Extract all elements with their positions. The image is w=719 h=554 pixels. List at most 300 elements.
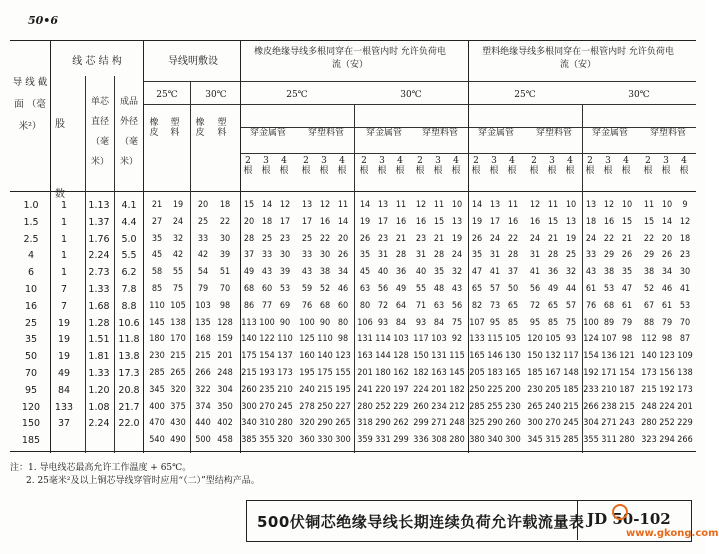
cell-current: 10 (565, 200, 577, 210)
cell-current: 33 (261, 250, 273, 261)
count-header: 2 根 (359, 156, 369, 176)
cell-current: 13 (377, 200, 389, 210)
cell-current: 93 (565, 334, 577, 345)
cell-current: 46 (337, 284, 349, 294)
count-header: 3 根 (603, 156, 613, 176)
cell-strands: 133 (54, 401, 74, 413)
watermark (626, 528, 719, 540)
count-header: 4 根 (621, 156, 631, 176)
count-header: 4 根 (507, 156, 517, 176)
cell-current: 280 (449, 435, 465, 446)
cell-current: 39 (279, 267, 291, 278)
notes (10, 462, 260, 488)
cell-current: 49 (395, 284, 407, 294)
cell-current: 250 (469, 384, 485, 395)
cell-current: 25 (565, 250, 577, 261)
cell-current: 113 (241, 317, 257, 328)
note-1: 注：1. 导电线芯最高允许工作温度 + 65℃。 (10, 463, 192, 473)
cell-current: 85 (547, 317, 559, 328)
cell-current: 60 (261, 284, 273, 294)
cell-current: 53 (279, 284, 291, 294)
cell-current: 10 (451, 200, 463, 210)
cell-bare: 345 (149, 384, 165, 395)
count-header: 4 根 (565, 156, 575, 176)
cell-current: 175 (317, 368, 333, 378)
cell-current: 300 (241, 401, 257, 412)
cell-current: 63 (433, 300, 445, 311)
cell-current: 124 (583, 334, 599, 345)
cell-current: 16 (507, 216, 519, 227)
cell-current: 154 (583, 351, 599, 362)
cell-current: 103 (431, 334, 447, 345)
count-header: 4 根 (279, 156, 289, 176)
plastic-30-steel: 穿金属管 (591, 128, 628, 138)
cell-dia: 1.33 (88, 284, 110, 295)
cell-section: 6 (27, 267, 35, 279)
cell-current: 136 (601, 351, 617, 362)
rubber-25c: 25℃ (286, 90, 308, 100)
cell-current: 201 (357, 368, 373, 378)
cell-current: 285 (563, 435, 579, 446)
cell-current: 171 (601, 368, 617, 378)
cell-current: 280 (357, 401, 373, 412)
cell-current: 215 (619, 401, 635, 412)
cell-current: 193 (259, 368, 275, 378)
cell-current: 192 (659, 384, 675, 395)
cell-section: 2.5 (23, 233, 39, 245)
cell-od: 4.4 (121, 216, 137, 228)
count-header: 2 根 (471, 156, 481, 176)
cell-current: 185 (563, 384, 579, 395)
cell-current: 26 (471, 233, 483, 244)
cell-current: 24 (489, 233, 501, 244)
watermark-logo-icon (612, 504, 628, 520)
cell-current: 84 (433, 317, 445, 328)
cell-current: 138 (677, 368, 693, 378)
cell-dia: 1.76 (88, 233, 110, 245)
cell-strands: 1 (60, 250, 68, 262)
cell-current: 31 (489, 250, 501, 261)
cell-current: 271 (601, 418, 617, 429)
cell-current: 252 (659, 418, 675, 429)
cell-current: 50 (507, 284, 519, 294)
cell-current: 19 (451, 233, 463, 244)
cell-current: 84 (395, 317, 407, 328)
cell-current: 12 (529, 200, 541, 210)
cell-current: 43 (301, 267, 313, 278)
cell-bare: 18 (219, 200, 231, 210)
cell-current: 271 (431, 418, 447, 429)
cell-current: 130 (505, 351, 521, 362)
cell-current: 155 (335, 368, 351, 378)
cell-current: 173 (641, 368, 657, 378)
cell-bare: 79 (197, 284, 209, 294)
cell-bare: 20 (197, 200, 209, 210)
cell-current: 331 (375, 435, 391, 446)
cell-current: 49 (243, 267, 255, 278)
cell-current: 16 (395, 216, 407, 227)
cell-current: 245 (277, 401, 293, 412)
cell-strands: 19 (57, 351, 71, 363)
cell-current: 270 (259, 401, 275, 412)
cell-bare: 470 (149, 418, 165, 429)
cell-current: 175 (241, 351, 257, 362)
count-header: 4 根 (337, 156, 347, 176)
cell-current: 43 (585, 267, 597, 278)
cell-current: 210 (601, 384, 617, 395)
cell-bare: 55 (172, 267, 184, 278)
cell-current: 182 (449, 384, 465, 395)
cell-current: 43 (261, 267, 273, 278)
cell-current: 65 (507, 300, 519, 311)
cell-current: 270 (545, 418, 561, 429)
cell-current: 144 (375, 351, 391, 362)
cell-current: 340 (487, 435, 503, 446)
cell-section: 35 (24, 334, 38, 346)
cell-current: 17 (301, 216, 313, 227)
cell-current: 173 (277, 368, 293, 378)
cell-current: 385 (241, 435, 257, 446)
cell-current: 215 (641, 384, 657, 395)
cell-current: 21 (433, 233, 445, 244)
cell-current: 75 (565, 317, 577, 328)
cell-current: 98 (621, 334, 633, 345)
bare-30-plastic: 塑 料 (217, 118, 227, 138)
cell-current: 19 (471, 216, 483, 227)
cell-current: 21 (547, 233, 559, 244)
count-header: 3 根 (319, 156, 329, 176)
cell-current: 14 (261, 200, 273, 210)
cell-current: 201 (431, 384, 447, 395)
cell-current: 266 (583, 401, 599, 412)
cell-current: 29 (603, 250, 615, 261)
cell-current: 15 (243, 200, 255, 210)
cell-section: 150 (21, 418, 41, 430)
cell-current: 212 (449, 401, 465, 412)
cell-current: 260 (505, 418, 521, 429)
cell-current: 315 (545, 435, 561, 446)
cell-current: 45 (359, 267, 371, 278)
cell-current: 112 (641, 334, 657, 345)
cell-bare: 19 (172, 200, 184, 210)
cell-current: 11 (643, 200, 655, 210)
cell-current: 17 (377, 216, 389, 227)
cell-current: 18 (585, 216, 597, 227)
cell-current: 70 (679, 317, 691, 328)
cell-current: 325 (469, 418, 485, 429)
cell-current: 278 (299, 401, 315, 412)
cell-current: 12 (279, 200, 291, 210)
cell-current: 41 (489, 267, 501, 278)
cell-current: 31 (529, 250, 541, 261)
cell-current: 55 (415, 284, 427, 294)
cell-current: 245 (563, 418, 579, 429)
cell-bare: 265 (170, 368, 186, 378)
cell-current: 192 (583, 368, 599, 378)
cell-current: 165 (505, 368, 521, 378)
cell-current: 35 (621, 267, 633, 278)
cell-bare: 51 (219, 267, 231, 278)
cell-current: 53 (603, 284, 615, 294)
cell-current: 52 (319, 284, 331, 294)
plastic-25-steel: 穿金属管 (477, 128, 514, 138)
cell-current: 98 (661, 334, 673, 345)
cell-current: 13 (451, 216, 463, 227)
cell-strands: 1 (60, 216, 68, 228)
cell-strands: 19 (57, 334, 71, 346)
cell-current: 162 (393, 368, 409, 378)
cell-section: 4 (27, 250, 35, 262)
cell-current: 13 (301, 200, 313, 210)
cell-bare: 110 (149, 300, 165, 311)
count-header: 3 根 (261, 156, 271, 176)
cell-current: 93 (377, 317, 389, 328)
cell-bare: 168 (195, 334, 211, 345)
cell-dia: 1.68 (88, 300, 110, 312)
cell-current: 34 (337, 267, 349, 278)
cell-current: 13 (489, 200, 501, 210)
cell-current: 308 (431, 435, 447, 446)
cell-bare: 21 (151, 200, 163, 210)
cell-section: 95 (24, 384, 38, 396)
count-header: 3 根 (377, 156, 387, 176)
cell-section: 10 (24, 284, 38, 295)
cell-current: 28 (547, 250, 559, 261)
cell-current: 17 (279, 216, 291, 227)
cell-current: 28 (433, 250, 445, 261)
cell-current: 154 (619, 368, 635, 378)
cell-current: 280 (641, 418, 657, 429)
cell-current: 140 (241, 334, 257, 345)
cell-current: 160 (299, 351, 315, 362)
cell-current: 68 (243, 284, 255, 294)
cell-od: 5.5 (121, 250, 137, 262)
cell-current: 22 (507, 233, 519, 244)
cell-bare: 266 (195, 368, 211, 378)
cell-current: 88 (643, 317, 655, 328)
cell-current: 16 (415, 216, 427, 227)
rubber-group-header: 橡皮绝缘导线多根同穿在一根管内时 允许负荷电流（安） (254, 47, 446, 70)
cell-current: 9 (682, 200, 688, 210)
cell-od: 22.0 (118, 418, 140, 430)
cell-bare: 27 (151, 216, 163, 227)
cell-bare: 85 (151, 284, 163, 294)
cell-current: 12 (679, 216, 691, 227)
cell-current: 30 (279, 250, 291, 261)
cell-current: 163 (431, 368, 447, 378)
cell-current: 26 (337, 250, 349, 261)
cell-current: 41 (679, 284, 691, 294)
cell-current: 25 (301, 233, 313, 244)
cell-current: 320 (277, 435, 293, 446)
cell-current: 240 (299, 384, 315, 395)
cell-current: 215 (317, 384, 333, 395)
core-structure-header: 线 芯 结 构 (72, 56, 122, 67)
cell-current: 265 (335, 418, 351, 429)
cell-current: 110 (317, 334, 333, 345)
cell-current: 10 (621, 200, 633, 210)
cell-current: 16 (529, 216, 541, 227)
cell-current: 290 (487, 418, 503, 429)
cell-dia: 1.20 (88, 384, 110, 396)
cell-current: 35 (471, 250, 483, 261)
cell-current: 115 (487, 334, 503, 345)
cell-current: 23 (279, 233, 291, 244)
cell-current: 28 (243, 233, 255, 244)
cell-current: 33 (301, 250, 313, 261)
count-header: 3 根 (547, 156, 557, 176)
plastic-30-plastic: 穿塑料管 (649, 128, 686, 138)
cell-current: 43 (451, 284, 463, 294)
cell-od: 6.2 (121, 267, 137, 279)
cell-current: 255 (487, 401, 503, 412)
cell-current: 79 (621, 317, 633, 328)
cell-current: 182 (413, 368, 429, 378)
cell-bare: 39 (219, 250, 231, 261)
cell-current: 290 (317, 418, 333, 429)
cell-bare: 22 (219, 216, 231, 227)
cell-current: 187 (619, 384, 635, 395)
cell-current: 260 (413, 401, 429, 412)
cell-current: 68 (603, 300, 615, 311)
cell-current: 235 (259, 384, 275, 395)
cell-current: 227 (335, 401, 351, 412)
cell-current: 240 (545, 401, 561, 412)
cell-current: 117 (563, 351, 579, 362)
cell-bare: 25 (197, 216, 209, 227)
cell-current: 48 (433, 284, 445, 294)
cell-bare: 402 (217, 418, 233, 429)
cell-bare: 350 (217, 401, 233, 412)
cell-strands: 7 (60, 300, 68, 312)
cell-bare: 45 (151, 250, 163, 261)
cell-current: 26 (661, 250, 673, 261)
bare-laying-header: 导线明敷设 (168, 56, 218, 67)
cell-current: 200 (505, 384, 521, 395)
cell-current: 23 (679, 250, 691, 261)
count-header: 2 根 (529, 156, 539, 176)
cell-current: 30 (319, 250, 331, 261)
cell-current: 201 (677, 401, 693, 412)
cell-current: 238 (601, 401, 617, 412)
cell-bare: 159 (217, 334, 233, 345)
cell-current: 280 (277, 418, 293, 429)
cell-dia: 1.08 (88, 401, 110, 413)
cell-current: 18 (679, 233, 691, 244)
cell-current: 197 (393, 384, 409, 395)
cell-current: 38 (603, 267, 615, 278)
cell-current: 89 (603, 317, 615, 328)
cell-bare: 230 (149, 351, 165, 362)
cell-current: 262 (393, 418, 409, 429)
cell-current: 37 (507, 267, 519, 278)
cell-current: 72 (377, 300, 389, 311)
cell-current: 121 (619, 351, 635, 362)
cell-current: 21 (621, 233, 633, 244)
cell-current: 16 (603, 216, 615, 227)
cell-current: 19 (565, 233, 577, 244)
finished-od-header: 成品 外径 （毫米） (119, 97, 138, 167)
cell-current: 122 (259, 334, 275, 345)
cell-od: 5.0 (121, 233, 137, 245)
cell-od: 7.8 (121, 284, 137, 295)
cell-current: 69 (279, 300, 291, 311)
conductor-section-header: 导 线 截 面 （毫米²） (12, 77, 48, 132)
cell-current: 61 (621, 300, 633, 311)
cell-current: 53 (679, 300, 691, 311)
cell-strands: 7 (60, 284, 68, 295)
cell-dia: 1.51 (88, 334, 110, 346)
cell-bare: 322 (195, 384, 211, 395)
cell-section: 16 (24, 300, 38, 312)
cell-section: 185 (21, 435, 41, 447)
cell-bare: 400 (149, 401, 165, 412)
cell-current: 336 (413, 435, 429, 446)
cell-current: 117 (413, 334, 429, 345)
cell-current: 215 (241, 368, 257, 378)
cell-current: 11 (337, 200, 349, 210)
cell-current: 14 (661, 216, 673, 227)
cell-current: 12 (415, 200, 427, 210)
cell-current: 128 (393, 351, 409, 362)
cell-current: 92 (451, 334, 463, 345)
cell-current: 330 (317, 435, 333, 446)
cell-current: 173 (677, 384, 693, 395)
cell-bare: 75 (172, 284, 184, 294)
cell-current: 20 (337, 233, 349, 244)
cell-current: 13 (585, 200, 597, 210)
cell-current: 63 (359, 284, 371, 294)
cell-current: 20 (661, 233, 673, 244)
plastic-25c: 25℃ (514, 90, 536, 100)
cell-strands: 84 (57, 384, 71, 396)
cell-current: 14 (337, 216, 349, 227)
cell-current: 87 (679, 334, 691, 345)
cell-current: 13 (565, 216, 577, 227)
cell-current: 205 (545, 384, 561, 395)
single-core-dia-header: 单芯 直径 （毫米） (90, 97, 109, 167)
cell-current: 243 (619, 418, 635, 429)
cell-current: 26 (621, 250, 633, 261)
cell-current: 215 (563, 401, 579, 412)
cell-current: 318 (357, 418, 373, 429)
cell-current: 355 (583, 435, 599, 446)
cell-current: 15 (433, 216, 445, 227)
title-separator (577, 501, 578, 540)
cell-current: 36 (547, 267, 559, 278)
cell-current: 56 (451, 300, 463, 311)
cell-current: 185 (527, 368, 543, 378)
bare-30c: 30℃ (205, 90, 227, 100)
cell-current: 47 (471, 267, 483, 278)
cell-od: 21.7 (118, 401, 140, 413)
cell-current: 26 (359, 233, 371, 244)
cell-strands: 49 (57, 368, 71, 379)
cell-current: 28 (507, 250, 519, 261)
cell-current: 230 (505, 401, 521, 412)
cell-dia: 1.81 (88, 351, 110, 363)
cell-current: 15 (547, 216, 559, 227)
cell-current: 65 (471, 284, 483, 294)
cell-current: 195 (299, 368, 315, 378)
cell-current: 229 (677, 418, 693, 429)
cell-strands: 19 (57, 317, 71, 329)
cell-current: 310 (259, 418, 275, 429)
cell-od: 8.8 (121, 300, 137, 312)
cell-current: 241 (357, 384, 373, 395)
cell-current: 248 (449, 418, 465, 429)
cell-current: 123 (335, 351, 351, 362)
